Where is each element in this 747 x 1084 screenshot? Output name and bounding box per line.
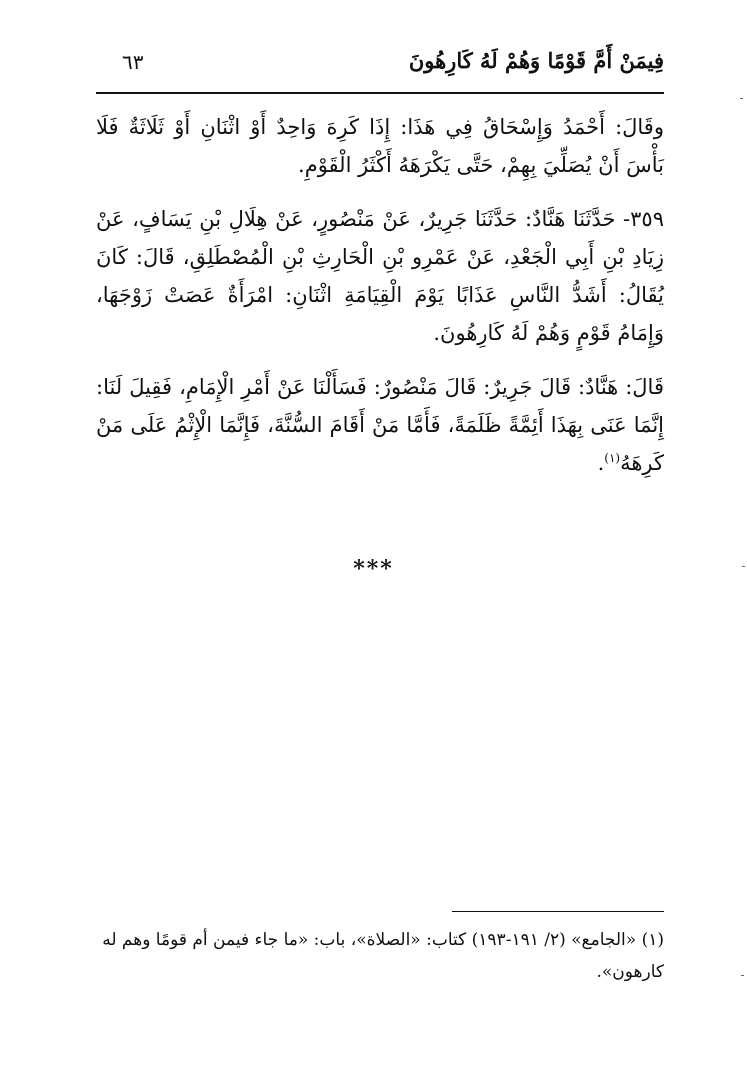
page-header (96, 40, 664, 88)
paragraph-end: . (597, 451, 605, 475)
paragraph-explanation (96, 368, 664, 482)
page-number: ٦٣ (122, 50, 144, 74)
paragraph-hadith (96, 200, 664, 352)
scan-speck (742, 566, 745, 567)
paragraph-text: وقَالَ: أَحْمَدُ وَإِسْحَاقُ فِي هَذَا: إِذَا كَرِهَ وَاحِدٌ أَوْ اثْنَانِ أَوْ ثَلَاثَةٌ فَلَا بَأْسَ أَنْ يُصَلِّيَ بِهِمْ، حَتَّى يَكْرَهَهُ أَكْثَرُ الْقَوْمِ. (96, 115, 664, 177)
paragraph-commentary (96, 108, 664, 184)
hadith-number: ٣٥٩- (623, 207, 664, 231)
scan-speck (741, 975, 744, 976)
paragraph-text: حَدَّثَنَا هَنَّادٌ: حَدَّثَنَا جَرِيرٌ، عَنْ مَنْصُورٍ، عَنْ هِلَالِ بْنِ يَسَافٍ، عَنْ زِيَادِ بْنِ أَبِي الْجَعْدِ، عَنْ عَمْرِو بْنِ الْحَارِثِ بْنِ الْمُصْطَلِقِ، قَالَ: كَانَ يُقَالُ: أَشَدُّ النَّاسِ عَذَابًا يَوْمَ الْقِيَامَةِ اثْنَانِ: امْرَأَةٌ عَصَتْ زَوْجَهَا، وَإِمَامُ قَوْمٍ وَهُمْ لَهُ كَارِهُونَ. (96, 207, 664, 345)
section-separator: *** (353, 556, 394, 582)
footnote-marker[interactable]: (١) (604, 451, 621, 465)
paragraph-text: قَالَ: هَنَّادٌ: قَالَ جَرِيرٌ: قَالَ مَنْصُورٌ: فَسَأَلْنَا عَنْ أَمْرِ الْإِمَامِ، فَقِيلَ لَنَا: إِنَّمَا عَنَى بِهَذَا أَئِمَّةً ظَلَمَةً، فَأَمَّا مَنْ أَقَامَ السُّنَّةَ، فَإِنَّمَا الْإِثْمُ عَلَى مَنْ كَرِهَهُ (96, 375, 664, 475)
header-rule (96, 92, 664, 94)
footnote: (١) «الجامع» (٢/ ١٩١-١٩٣) كتاب: «الصلاة»، باب: «ما جاء فيمن أم قومًا وهم له كارهون». (102, 930, 664, 982)
running-title: فِيمَنْ أَمَّ قَوْمًا وَهُمْ لَهُ كَارِهُونَ (408, 48, 664, 73)
main-text (96, 108, 664, 498)
scan-speck (740, 98, 743, 99)
footnote-rule (452, 911, 664, 912)
